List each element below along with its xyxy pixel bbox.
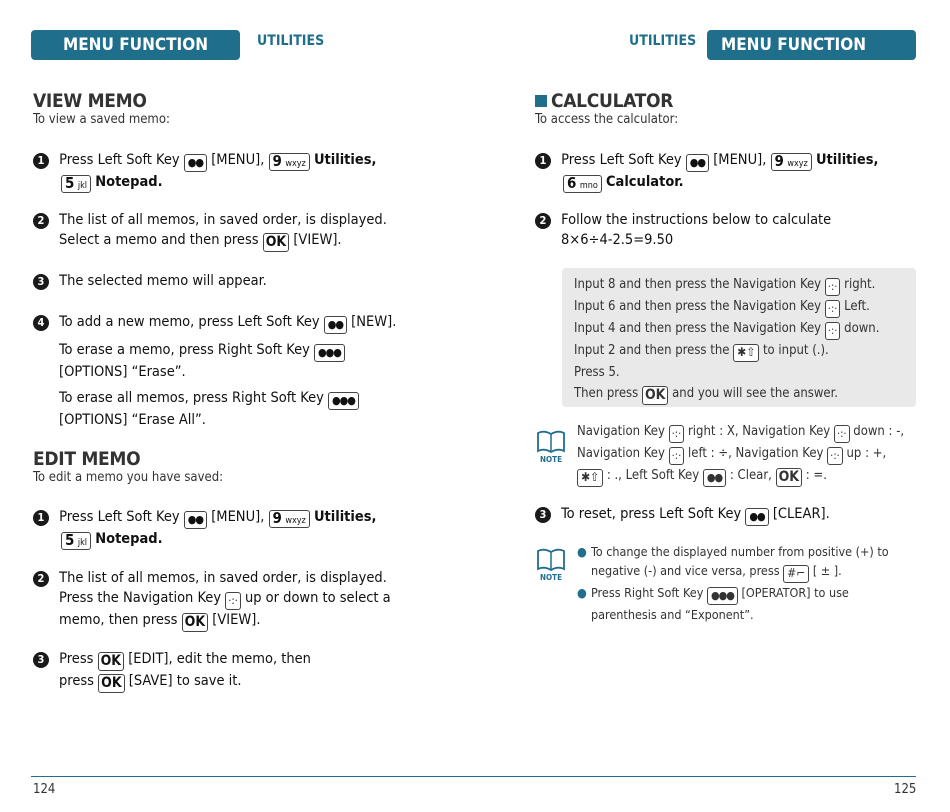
- ok-key-icon: OK: [642, 386, 668, 405]
- left-soft-key-icon: ●●: [745, 508, 768, 526]
- step-text: [EDIT], edit the memo, then: [128, 651, 311, 667]
- calc-step-1: [535, 150, 925, 193]
- step-number: 1: [33, 153, 49, 169]
- calculator-heading: [535, 90, 673, 112]
- step-text: To add a new memo, press Left Soft Key: [59, 314, 320, 330]
- step-text: Utilities,: [313, 152, 377, 168]
- left-soft-key-icon: ●●: [184, 154, 207, 172]
- step-text: Press: [59, 651, 94, 667]
- ok-key-icon: OK: [776, 468, 802, 487]
- heading-text: CALCULATOR: [551, 90, 674, 112]
- step-number: 3: [33, 274, 49, 290]
- calc-line: Press 5.: [574, 365, 620, 380]
- key-9-icon: 9 wxyz: [269, 153, 310, 171]
- step-text: Press Left Soft Key: [59, 152, 180, 168]
- key-6-icon: 6 mno: [563, 175, 602, 193]
- ok-key-icon: OK: [98, 674, 124, 693]
- edit-step-2: [33, 568, 413, 632]
- ok-key-icon: OK: [182, 613, 208, 632]
- left-soft-key-icon: ●●: [703, 469, 726, 487]
- step-text: [SAVE] to save it.: [128, 673, 242, 689]
- right-soft-key-icon: ●●●: [314, 344, 345, 362]
- step-text: [OPTIONS] “Erase All”.: [59, 412, 206, 428]
- square-bullet-icon: [535, 95, 547, 107]
- step-number: 3: [33, 652, 49, 668]
- view-step-3: [33, 271, 413, 291]
- step-text: Press Left Soft Key: [59, 509, 180, 525]
- note-navigation-operators: Navigation Key ·:· right : X, Navigation Key ·:· down : -, Navigation Key ·:· left : ÷, Navigation Key ·:· up : +, ✱⇧ : ., Left Soft Key ●● : Clear, OK : =.: [577, 424, 905, 485]
- page-number-left: 124: [33, 782, 56, 797]
- left-soft-key-icon: ●●: [324, 316, 347, 334]
- view-step-2: [33, 210, 413, 252]
- navigation-key-icon: ·:·: [225, 592, 241, 610]
- step-text: The selected memo will appear.: [59, 273, 267, 289]
- navigation-key-icon: ·:·: [669, 447, 685, 465]
- key-9-icon: 9 wxyz: [269, 510, 310, 528]
- note-sign-operator: ● To change the displayed number from positive (+) to negative (-) and vice versa, press #⌐ [ ± ]. ● Press Right Soft Key ●●● [OPERATOR] to use parenthesis and “Exponent”.: [577, 544, 889, 622]
- menu-function-pill-left: MENU FUNCTION: [31, 30, 240, 60]
- step-text: Follow the instructions below to calculate: [561, 212, 832, 228]
- calc-step-3: [535, 504, 925, 526]
- navigation-key-icon: ·:·: [669, 425, 685, 443]
- calc-step-2: [535, 210, 925, 250]
- calc-line: Input 6 and then press the Navigation Key ·:· Left.: [574, 296, 916, 318]
- footer-divider-left: [31, 776, 916, 777]
- step-text: Press Left Soft Key: [561, 152, 682, 168]
- step-text: [OPTIONS] “Erase”.: [59, 364, 186, 380]
- navigation-key-icon: ·:·: [827, 447, 843, 465]
- step-text: Calculator.: [605, 174, 684, 190]
- page-number-right: 125: [894, 782, 917, 797]
- step-number: 1: [33, 510, 49, 526]
- note-book-icon: NOTE: [533, 425, 569, 464]
- note-book-icon: NOTE: [533, 543, 569, 582]
- step-text: [VIEW].: [212, 612, 261, 628]
- star-key-icon: ✱⇧: [733, 344, 759, 362]
- step-text: Notepad.: [95, 531, 163, 547]
- step-number: 2: [33, 571, 49, 587]
- ok-key-icon: OK: [98, 652, 124, 671]
- step-text: [VIEW].: [293, 232, 342, 248]
- view-memo-heading: VIEW MEMO: [33, 90, 147, 112]
- left-soft-key-icon: ●●: [184, 511, 207, 529]
- key-9-icon: 9 wxyz: [771, 153, 812, 171]
- utilities-label-right: UTILITIES: [629, 33, 697, 49]
- edit-step-3: [33, 649, 413, 693]
- calculator-subtitle: To access the calculator:: [535, 112, 679, 127]
- step-number: 3: [535, 507, 551, 523]
- step-number: 4: [33, 315, 49, 331]
- hash-key-icon: #⌐: [783, 565, 809, 583]
- navigation-key-icon: ·:·: [825, 322, 841, 340]
- edit-memo-heading: EDIT MEMO: [33, 448, 141, 470]
- key-5-icon: 5 jkl: [61, 532, 91, 550]
- step-text: 8×6÷4-2.5=9.50: [561, 232, 674, 248]
- view-memo-subtitle: To view a saved memo:: [33, 112, 170, 127]
- ok-key-icon: OK: [263, 233, 289, 252]
- step-text: Utilities,: [815, 152, 879, 168]
- navigation-key-icon: ·:·: [834, 425, 850, 443]
- bullet-icon: ●: [577, 544, 587, 559]
- step-number: 2: [33, 213, 49, 229]
- step-text: The list of all memos, in saved order, is displayed.: [59, 570, 387, 586]
- step-text: To erase a memo, press Right Soft Key: [59, 342, 310, 358]
- utilities-label-left: UTILITIES: [257, 33, 325, 49]
- step-text: Select a memo and then press: [59, 232, 259, 248]
- step-text: [NEW].: [351, 314, 397, 330]
- edit-memo-subtitle: To edit a memo you have saved:: [33, 470, 224, 485]
- step-number: 2: [535, 213, 551, 229]
- step-text: To reset, press Left Soft Key: [561, 506, 742, 522]
- calc-line: Input 8 and then press the Navigation Key ·:· right.: [574, 274, 916, 296]
- step-text: up or down to select a: [244, 590, 391, 606]
- view-step-1: [33, 150, 413, 193]
- step-text: [MENU],: [211, 509, 265, 525]
- step-text: Notepad.: [95, 174, 163, 190]
- calc-line: Input 2 and then press the ✱⇧ to input (.).: [574, 340, 916, 362]
- left-soft-key-icon: ●●: [686, 154, 709, 172]
- calc-line: Input 4 and then press the Navigation Key ·:· down.: [574, 318, 916, 340]
- step-text: memo, then press: [59, 612, 178, 628]
- step-text: The list of all memos, in saved order, is displayed.: [59, 212, 387, 228]
- step-text: [CLEAR].: [772, 506, 830, 522]
- step-number: 1: [535, 153, 551, 169]
- step-text: [MENU],: [211, 152, 265, 168]
- step-text: Utilities,: [313, 509, 377, 525]
- step-text: Press the Navigation Key: [59, 590, 222, 606]
- right-soft-key-icon: ●●●: [328, 392, 359, 410]
- right-soft-key-icon: ●●●: [707, 587, 738, 605]
- key-5-icon: 5 jkl: [61, 175, 91, 193]
- calculation-instructions-box: [562, 268, 916, 407]
- step-text: To erase all memos, press Right Soft Key: [59, 390, 324, 406]
- edit-step-1: [33, 507, 413, 550]
- step-text: [MENU],: [713, 152, 767, 168]
- navigation-key-icon: ·:·: [825, 300, 841, 318]
- menu-function-pill-right: MENU FUNCTION: [707, 30, 916, 60]
- step-text: press: [59, 673, 94, 689]
- star-key-icon: ✱⇧: [577, 469, 603, 487]
- calc-line: Then press OK and you will see the answer.: [574, 386, 838, 403]
- view-step-4: [33, 312, 413, 430]
- navigation-key-icon: ·:·: [825, 278, 841, 296]
- bullet-icon: ●: [577, 585, 587, 600]
